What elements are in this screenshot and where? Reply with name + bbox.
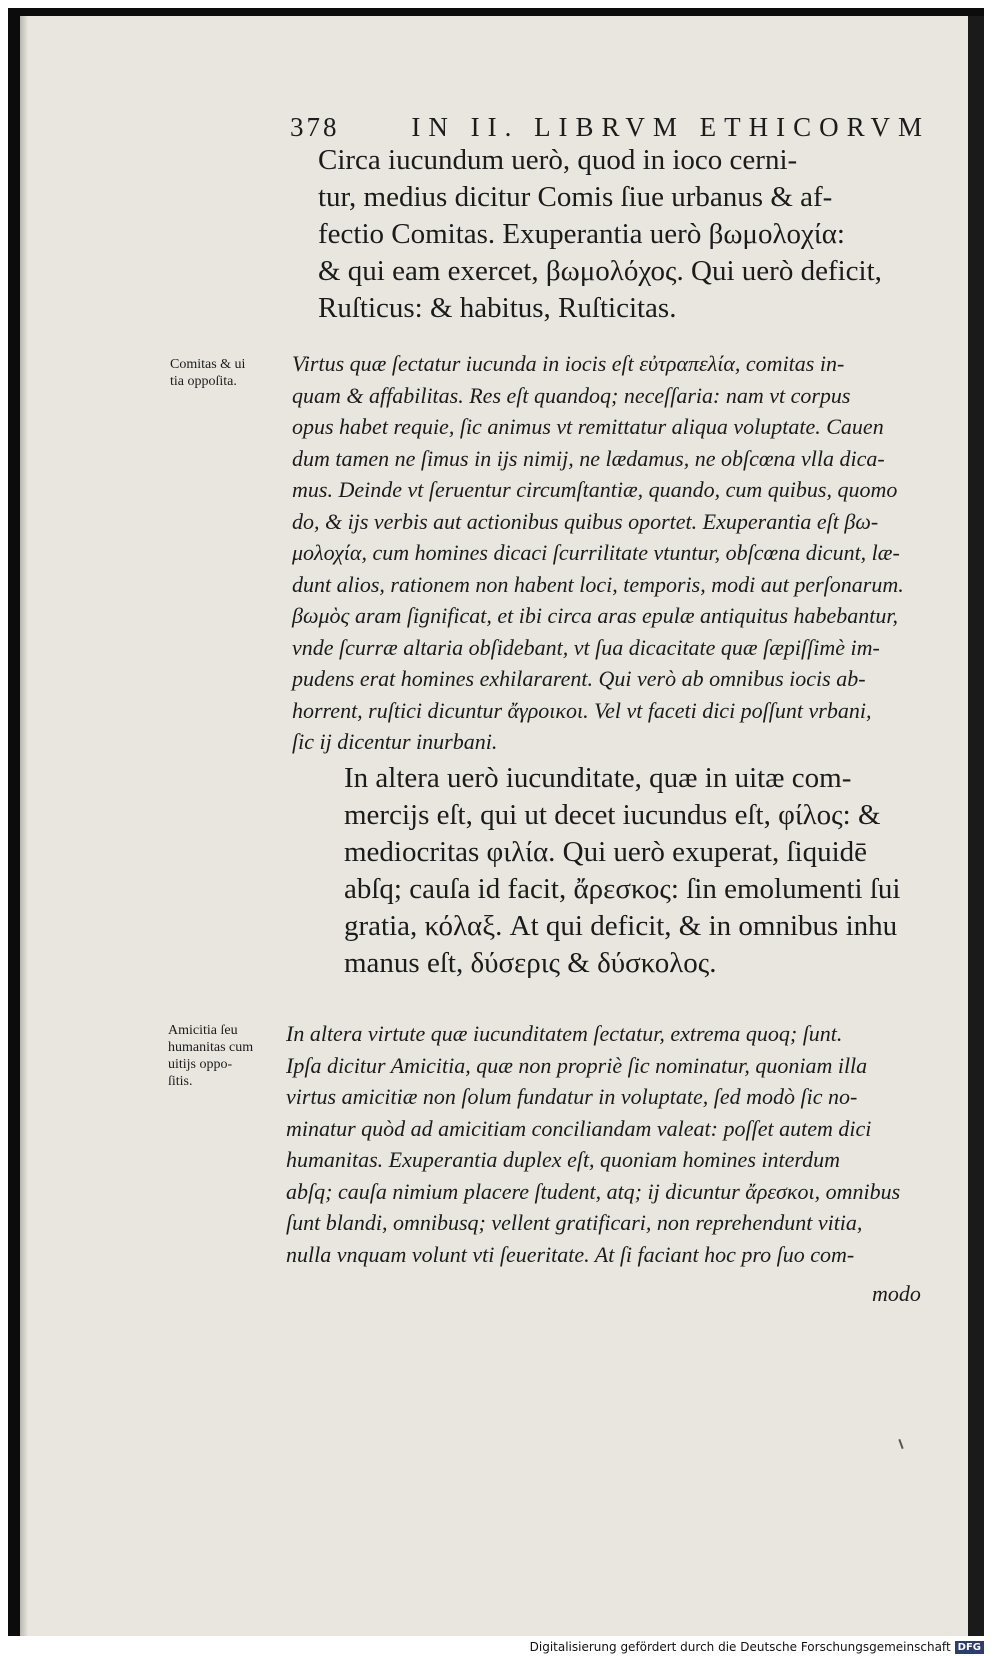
commentary-paragraph-1: Virtus quæ ſectatur iucunda in iocis eſt εὐτραπελία, comitas in- quam & affabilitas. Res eſt quandoq; neceſſaria: nam vt corpus opus habet requie, ſic animus vt remittatur aliqua voluptate. Cauen dum tamen ne ſimus in ijs nimij, ne lædamus, ne obſcœna vlla dica- mus. Deinde vt ſeruentur circumſtantiæ, quando, cum quibus, quomo do, & ijs verbis aut actionibus quibus oportet. Exuperantia eſt βω- μολοχία, cum homines dicaci ſcurrilitate vtuntur, obſcœna dicunt, læ- dunt alios, rationem non habent loci, temporis, modi aut perſonarum. βωμὸς aram ſignificat, et ibi circa aras epulæ antiquitus habebantur, vnde ſcurræ altaria obſidebant, vt ſua dicacitate quæ ſæpiſſimè im- pudens erat homines exhilararent. Qui verò ab omnibus iocis ab- horrent, ruſtici dicuntur ἄγροικοι. Vel vt faceti dici poſſunt vrbani, ſic ij dicentur inurbani. xyxy=(292,351,904,754)
aristotle-text-paragraph-2: In altera uerò iucunditate, quæ in uitæ com- mercijs eſt, qui ut decet iucundus eſt, φίλος: & mediocritas φιλία. Qui uerò exuperat, ſiquidē abſq; cauſa id facit, ἄρεσκος: ſin emolumenti ſui gratia, κόλαξ. At qui deficit, & in omnibus inhu manus eſt, δύσερις & δύσκολος. xyxy=(344,762,901,979)
margin-note-comitas: Comitas & ui tia oppoſita. xyxy=(170,357,246,389)
catchword: modo xyxy=(872,1281,921,1306)
page-fold-shadow xyxy=(20,16,28,1636)
commentary-paragraph-2: In altera virtute quæ iucunditatem ſectatur, extrema quoq; ſunt. Ipſa dicitur Amicitia, quæ non propriè ſic nominatur, quoniam illa virtus amicitiæ non ſolum fundatur in voluptate, ſed modò ſic no- minatur quòd ad amicitiam conciliandam valeat: poſſet autem dici humanitas. Exuperantia duplex eſt, quoniam homines interdum abſq; cauſa nimium placere ſtudent, atq; ij dicuntur ἄρεσκοι, omnibus ſunt blandi, omnibusq; vellent gratificari, non reprehendunt vitia, nulla vnquam volunt vti ſeueritate. At ſi faciant hoc pro ſuo com- xyxy=(286,1021,901,1267)
dfg-logo-icon: DFG xyxy=(955,1641,984,1654)
page-speck xyxy=(898,1439,903,1449)
aristotle-text-paragraph-1: Circa iucundum uerò, quod in ioco cerni- tur, medius dicitur Comis ſiue urbanus & af- fectio Comitas. Exuperantia uerò βωμολοχία: & qui eam exercet, βωμολόχος. Qui uerò deficit, Ruſticus: & habitus, Ruſticitas. xyxy=(318,144,882,324)
margin-note-amicitia: Amicitia ſeu humanitas cum uitijs oppo- ſitis. xyxy=(168,1023,254,1089)
page-number: 378 xyxy=(290,112,340,142)
running-head xyxy=(290,112,930,143)
scanned-page-frame xyxy=(8,8,984,1636)
book-page xyxy=(20,16,984,1636)
footer-credit-text: Digitalisierung gefördert durch die Deutsche Forschungsgemeinschaft xyxy=(529,1640,951,1654)
right-page-edge xyxy=(968,16,984,1636)
digitization-footer xyxy=(530,1640,984,1654)
running-head-title: IN II. LIBRVM ETHICORVM xyxy=(411,112,930,142)
